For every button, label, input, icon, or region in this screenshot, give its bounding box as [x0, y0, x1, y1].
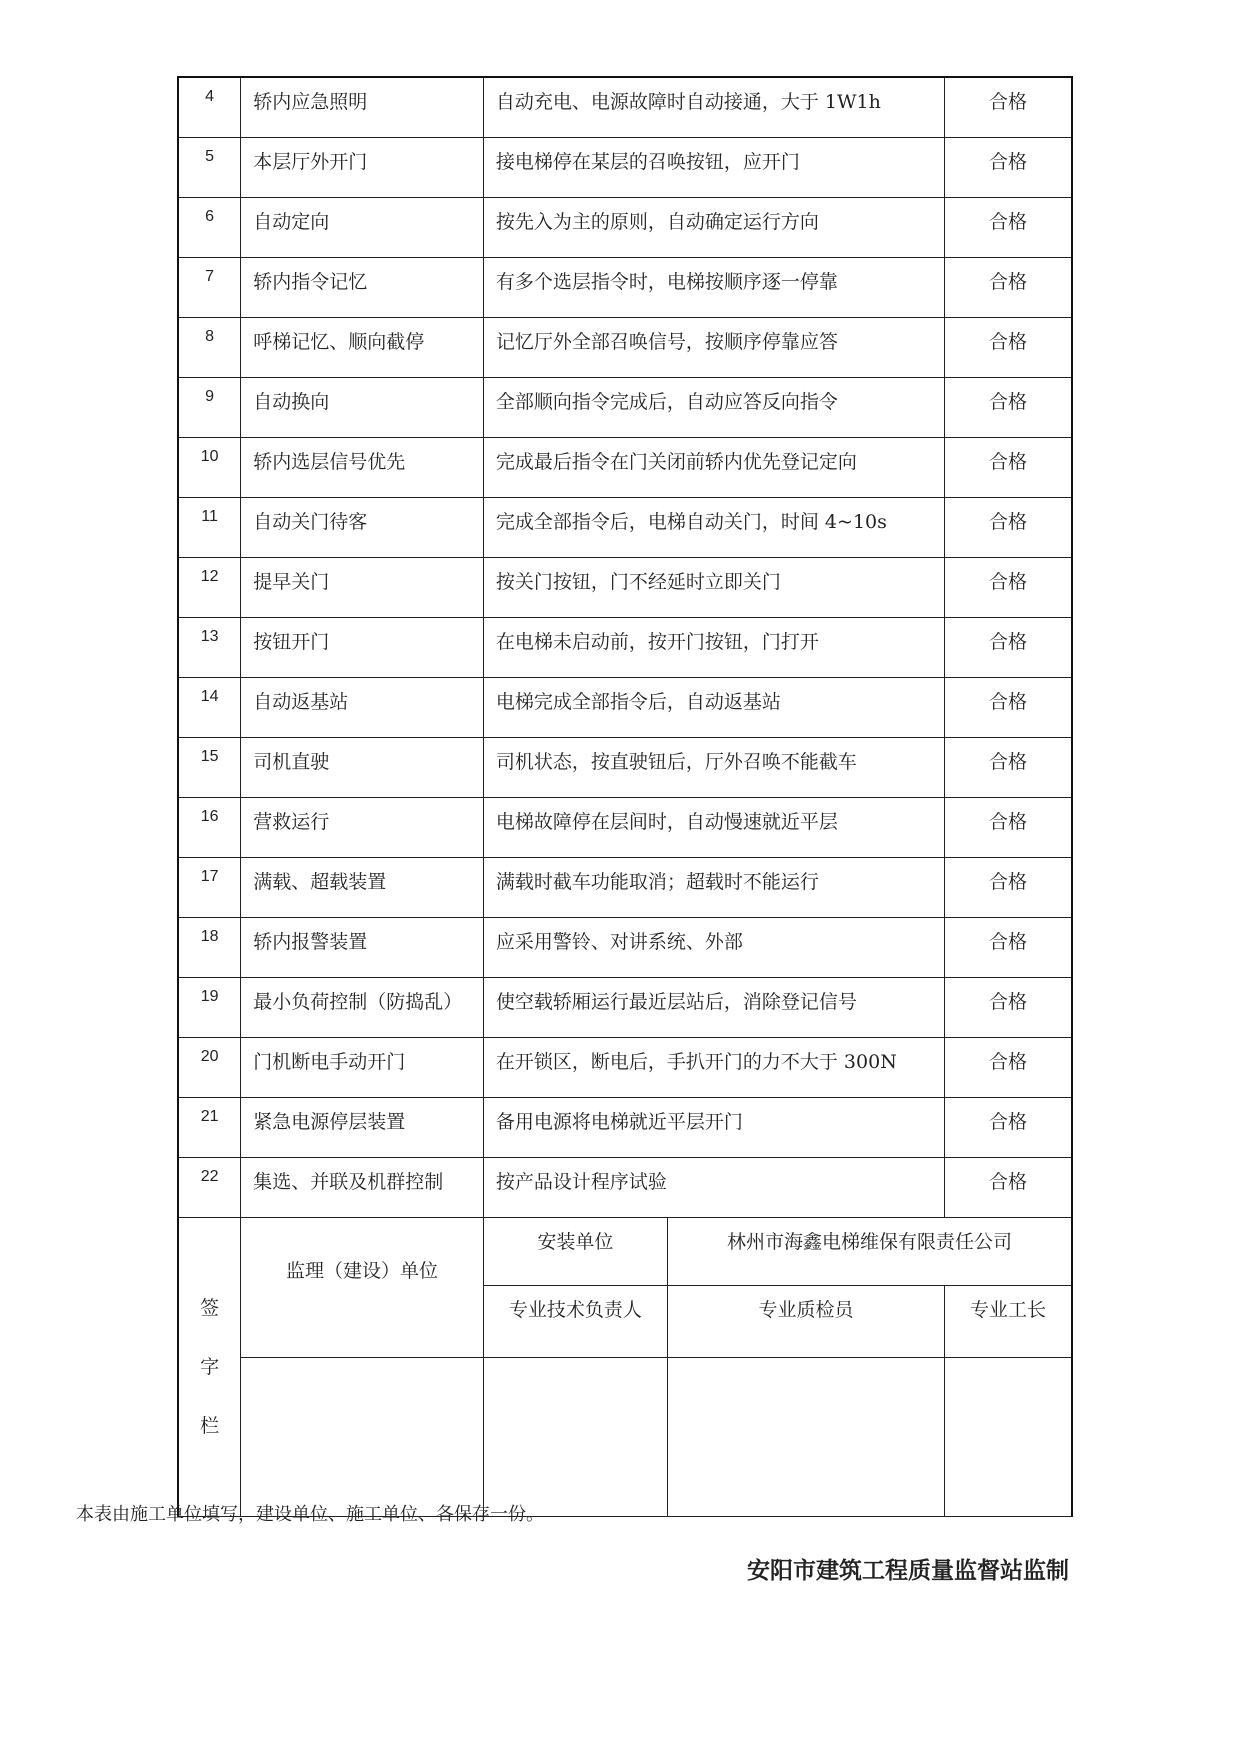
footnote: 本表由施工单位填写，建设单位、施工单位、各保存一份。 — [76, 1504, 544, 1525]
supervisor-unit-label: 监理（建设）单位 — [241, 1218, 484, 1358]
supervisor-signature-cell[interactable] — [241, 1358, 484, 1517]
row-number: 9 — [178, 378, 241, 438]
requirement: 电梯完成全部指令后，自动返基站 — [483, 678, 944, 738]
check-item: 提早关门 — [241, 558, 484, 618]
result: 合格 — [945, 1038, 1072, 1098]
row-number: 7 — [178, 258, 241, 318]
result: 合格 — [945, 558, 1072, 618]
signature-label-char: 签 — [200, 1296, 220, 1319]
requirement: 满载时截车功能取消；超载时不能运行 — [483, 858, 944, 918]
row-number: 13 — [178, 618, 241, 678]
table-row — [178, 798, 1072, 858]
result: 合格 — [945, 498, 1072, 558]
table-row — [178, 738, 1072, 798]
row-number: 6 — [178, 198, 241, 258]
table-row — [178, 978, 1072, 1038]
qc-inspector-label: 专业质检员 — [667, 1286, 944, 1358]
check-item: 自动返基站 — [241, 678, 484, 738]
requirement: 电梯故障停在层间时，自动慢速就近平层 — [483, 798, 944, 858]
row-number: 22 — [178, 1158, 241, 1218]
requirement: 有多个选层指令时，电梯按顺序逐一停靠 — [483, 258, 944, 318]
check-item: 紧急电源停层装置 — [241, 1098, 484, 1158]
result: 合格 — [945, 318, 1072, 378]
check-item: 轿内报警装置 — [241, 918, 484, 978]
requirement: 记忆厅外全部召唤信号，按顺序停靠应答 — [483, 318, 944, 378]
tech-lead-signature-cell[interactable] — [483, 1358, 667, 1517]
check-item: 营救运行 — [241, 798, 484, 858]
row-number: 4 — [178, 77, 241, 138]
install-unit-name: 林州市海鑫电梯维保有限责任公司 — [667, 1218, 1072, 1286]
row-number: 11 — [178, 498, 241, 558]
check-item: 轿内指令记忆 — [241, 258, 484, 318]
result: 合格 — [945, 618, 1072, 678]
requirement: 接电梯停在某层的召唤按钮，应开门 — [483, 138, 944, 198]
row-number: 12 — [178, 558, 241, 618]
row-number: 18 — [178, 918, 241, 978]
result: 合格 — [945, 978, 1072, 1038]
requirement: 在开锁区，断电后，手扒开门的力不大于 300N — [483, 1038, 944, 1098]
result: 合格 — [945, 198, 1072, 258]
row-number: 5 — [178, 138, 241, 198]
requirement: 备用电源将电梯就近平层开门 — [483, 1098, 944, 1158]
row-number: 21 — [178, 1098, 241, 1158]
table-row — [178, 378, 1072, 438]
result: 合格 — [945, 77, 1072, 138]
table-row — [178, 1038, 1072, 1098]
check-item: 集选、并联及机群控制 — [241, 1158, 484, 1218]
requirement: 完成全部指令后，电梯自动关门，时间 4~10s — [483, 498, 944, 558]
row-number: 20 — [178, 1038, 241, 1098]
table-row — [178, 858, 1072, 918]
result: 合格 — [945, 798, 1072, 858]
requirement: 按产品设计程序试验 — [483, 1158, 944, 1218]
result: 合格 — [945, 1098, 1072, 1158]
table-row — [178, 318, 1072, 378]
footer-organization: 安阳市建筑工程质量监督站监制 — [747, 1557, 1069, 1584]
signature-column-label — [178, 1218, 241, 1517]
qc-inspector-signature-cell[interactable] — [667, 1358, 944, 1517]
row-number: 16 — [178, 798, 241, 858]
check-item: 自动定向 — [241, 198, 484, 258]
row-number: 8 — [178, 318, 241, 378]
result: 合格 — [945, 678, 1072, 738]
table-row — [178, 198, 1072, 258]
requirement: 应采用警铃、对讲系统、外部 — [483, 918, 944, 978]
check-item: 自动换向 — [241, 378, 484, 438]
check-item: 轿内应急照明 — [241, 77, 484, 138]
table-row — [178, 678, 1072, 738]
row-number: 10 — [178, 438, 241, 498]
requirement: 完成最后指令在门关闭前轿内优先登记定向 — [483, 438, 944, 498]
result: 合格 — [945, 1158, 1072, 1218]
table-row — [178, 77, 1072, 138]
check-item: 门机断电手动开门 — [241, 1038, 484, 1098]
table-row — [178, 498, 1072, 558]
table-row — [178, 258, 1072, 318]
row-number: 15 — [178, 738, 241, 798]
row-number: 19 — [178, 978, 241, 1038]
foreman-label: 专业工长 — [945, 1286, 1072, 1358]
table-row — [178, 558, 1072, 618]
install-unit-label: 安装单位 — [483, 1218, 667, 1286]
table-row — [178, 618, 1072, 678]
row-number: 17 — [178, 858, 241, 918]
check-item: 按钮开门 — [241, 618, 484, 678]
result: 合格 — [945, 738, 1072, 798]
result: 合格 — [945, 438, 1072, 498]
check-item: 本层厅外开门 — [241, 138, 484, 198]
signature-section — [178, 1218, 1072, 1517]
requirement: 自动充电、电源故障时自动接通，大于 1W1h — [483, 77, 944, 138]
result: 合格 — [945, 138, 1072, 198]
table-row — [178, 438, 1072, 498]
result: 合格 — [945, 258, 1072, 318]
table-row — [178, 1098, 1072, 1158]
row-number: 14 — [178, 678, 241, 738]
result: 合格 — [945, 918, 1072, 978]
check-item: 司机直驶 — [241, 738, 484, 798]
foreman-signature-cell[interactable] — [945, 1358, 1072, 1517]
requirement: 司机状态，按直驶钮后，厅外召唤不能截车 — [483, 738, 944, 798]
inspection-table — [177, 76, 1073, 1517]
requirement: 使空载轿厢运行最近层站后，消除登记信号 — [483, 978, 944, 1038]
table-row — [178, 918, 1072, 978]
requirement: 按先入为主的原则，自动确定运行方向 — [483, 198, 944, 258]
tech-lead-label: 专业技术负责人 — [483, 1286, 667, 1358]
result: 合格 — [945, 378, 1072, 438]
check-item: 满载、超载装置 — [241, 858, 484, 918]
check-item: 呼梯记忆、顺向截停 — [241, 318, 484, 378]
table-row — [178, 138, 1072, 198]
inspection-rows — [178, 77, 1072, 1218]
result: 合格 — [945, 858, 1072, 918]
requirement: 在电梯未启动前，按开门按钮，门打开 — [483, 618, 944, 678]
table-row — [178, 1158, 1072, 1218]
check-item: 轿内选层信号优先 — [241, 438, 484, 498]
requirement: 全部顺向指令完成后，自动应答反向指令 — [483, 378, 944, 438]
requirement: 按关门按钮，门不经延时立即关门 — [483, 558, 944, 618]
check-item: 最小负荷控制（防捣乱） — [241, 978, 484, 1038]
check-item: 自动关门待客 — [241, 498, 484, 558]
signature-label-char: 字 — [200, 1355, 220, 1378]
signature-label-char: 栏 — [200, 1414, 220, 1437]
